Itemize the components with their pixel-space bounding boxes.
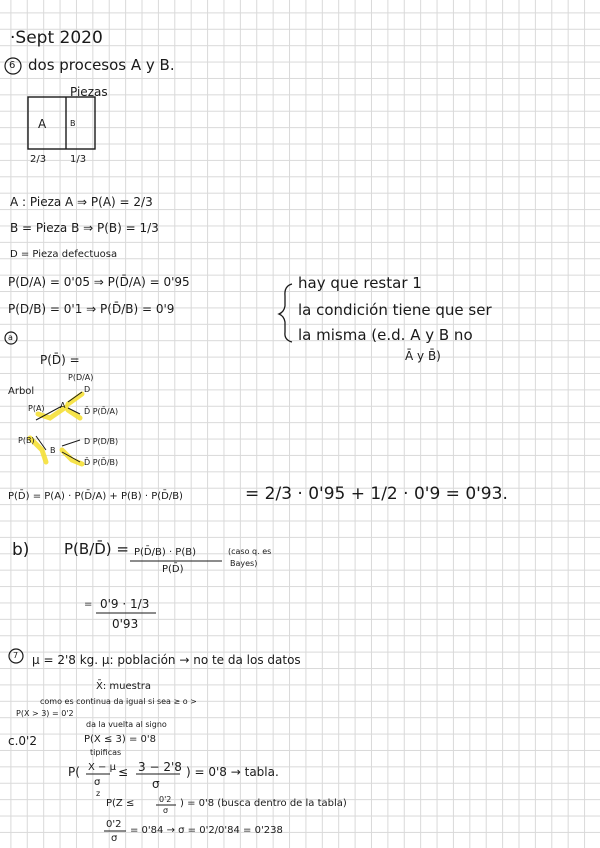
brace: [279, 284, 292, 342]
p7-tail: ) = 0'8 → tabla.: [186, 765, 279, 779]
tree-dbar-b: D̄ P(D̄/B): [84, 458, 119, 467]
box-title: Piezas: [70, 85, 108, 99]
p7-line-9-den: σ: [163, 806, 169, 815]
box-label-b: B: [70, 119, 76, 128]
p7-last-eq: = 0'84 → σ = 0'2/0'84 = 0'238: [130, 825, 283, 836]
problem-7-number: 7: [13, 651, 19, 660]
tree-pda-top: P(D/A): [68, 373, 94, 382]
part-a-formula: P(D̄) = P(A) · P(D̄/A) + P(B) · P(D̄/B): [8, 491, 183, 502]
box-label-a: A: [38, 117, 47, 131]
p7-leq: ≤: [118, 765, 129, 779]
note-line-2: la condición tiene que ser: [298, 301, 492, 319]
box-frac-a: 2/3: [30, 154, 47, 165]
part-b-note-2: Bayes): [230, 559, 258, 568]
tree-d-a: D: [84, 385, 91, 394]
note-line-3: la misma (e.d. A y B no: [298, 326, 473, 344]
p7-line-7: tipificas: [90, 748, 122, 757]
p7-line-3: como es continua da igual si sea ≥ o >: [40, 697, 197, 706]
part-b-numerator: P(D̄/B) · P(B): [134, 547, 196, 558]
p7-frac-r-den: σ: [152, 777, 160, 791]
part-b-num-2: 0'9 · 1/3: [100, 597, 150, 611]
part-b-note-1: (caso q. es: [228, 547, 272, 556]
note-line-1: hay que restar 1: [298, 274, 422, 292]
p7-line-6: P(X ≤ 3) = 0'8: [84, 734, 156, 745]
p7-c0: c.0'2: [8, 734, 37, 748]
p7-line-1: μ = 2'8 kg. μ: población → no te da los datos: [32, 653, 301, 667]
p7-last-num: 0'2: [106, 819, 122, 830]
def-b: B = Pieza B ⇒ P(B) = 1/3: [10, 221, 159, 235]
def-a: A : Pieza A ⇒ P(A) = 2/3: [10, 195, 153, 209]
tree-a: A: [60, 401, 66, 410]
p7-line-9a: P(Z ≤: [106, 798, 135, 809]
p7-line-9-num: 0'2: [159, 795, 172, 804]
part-a-result: = 2/3 · 0'95 + 1/2 · 0'9 = 0'93.: [245, 484, 508, 504]
p7-p-open: P(: [68, 765, 80, 779]
p7-frac-l-den: σ: [94, 777, 101, 788]
p7-z: z: [96, 789, 101, 798]
part-b-lhs: P(B/D̄) =: [64, 540, 129, 558]
part-b-denominator: P(D̄): [162, 564, 184, 575]
p7-line-4: P(X > 3) = 0'2: [16, 709, 74, 718]
def-pdb: P(D/B) = 0'1 ⇒ P(D̄/B) = 0'9: [8, 302, 175, 316]
tree-pb: P(B): [18, 436, 35, 445]
part-a-question: P(D̄) =: [40, 353, 80, 367]
def-d: D = Pieza defectuosa: [10, 249, 118, 260]
p7-line-2: X̄: muestra: [96, 681, 151, 692]
part-a-marker: a: [8, 333, 13, 342]
p7-line-5: da la vuelta al signo: [86, 720, 167, 729]
p7-frac-l-num: X − μ: [88, 762, 116, 773]
problem-6-number: 6: [9, 60, 16, 71]
def-pda: P(D/A) = 0'05 ⇒ P(D̄/A) = 0'95: [8, 275, 190, 289]
tree-dbar-a: D̄ P(D̄/A): [84, 407, 119, 416]
tree-pa: P(A): [28, 404, 45, 413]
tree-label: Arbol: [8, 386, 35, 397]
box-frac-b: 1/3: [70, 154, 87, 165]
p7-line-9b: ) = 0'8 (busca dentro de la tabla): [180, 798, 347, 809]
p7-frac-r-num: 3 − 2'8: [138, 760, 182, 774]
part-b-eq-2: =: [84, 599, 93, 610]
tree-b: B: [50, 446, 56, 455]
branch-d-b: [62, 440, 80, 446]
problem-6-intro: dos procesos A y B.: [28, 56, 175, 74]
part-b-marker: b): [12, 540, 30, 560]
date-heading: ·Sept 2020: [10, 28, 103, 48]
part-b-den-2: 0'93: [112, 617, 139, 631]
tree-d-b: D P(D/B): [84, 437, 119, 446]
note-line-4: Ā y B̄): [405, 349, 441, 363]
p7-last-den: σ: [111, 833, 118, 844]
